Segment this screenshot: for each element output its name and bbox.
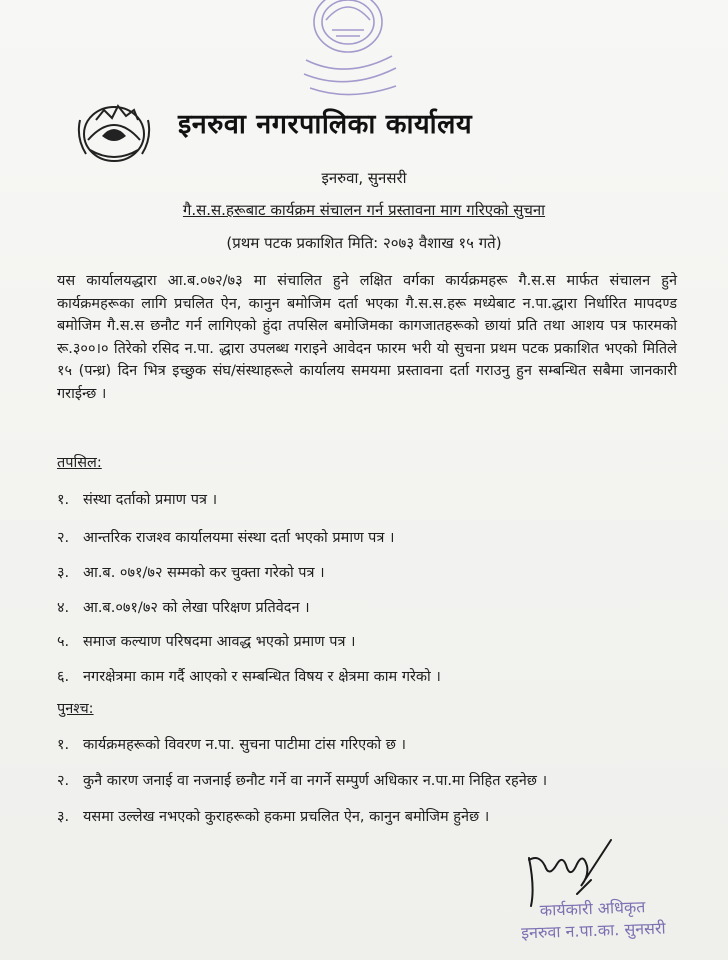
notice-body: यस कार्यालयद्धारा आ.ब.०७२/७३ मा संचालित हुने लक्षित वर्गका कार्यक्रमहरू गै.स.स मार्फत संचालन हुने कार्यक्रमहरूका लागि प्रचलित ऐन, कानुन बमोजिम दर्ता भएका गै.स.स.हरू मध्येबाट न.पा.द्धारा निर्धारित मापदण्ड बमोजिम गै.स.स छनौट गर्न लागिएको हुंदा तपसिल बमोजिमका कागजातहरूको छायां प्रति तथा आशय पत्र फारमको रू.३००।० तिरेको रसिद न.पा. द्धारा उपलब्ध गराइने आवेदन फारम भरी यो सुचना प्रथम पटक प्रकाशित भएको मितिले १५ (पन्ध्र) दिन भित्र इच्छुक संघ/संस्थाहरूले कार्यालय समयमा प्रस्तावना दर्ता गराउनु हुन सम्बन्धित सबैमा जानकारी गराईन्छ । (57, 273, 677, 402)
list-item (57, 666, 441, 686)
government-emblem-icon (74, 100, 154, 168)
item-number: ४. (57, 600, 70, 616)
office-name: इनरुवा नगरपालिका कार्यालय (178, 109, 473, 140)
list-item (57, 562, 325, 582)
item-number: २. (57, 530, 70, 546)
item-text: आ.ब. ०७१/७२ सम्मको कर चुक्ता गरेको पत्र । (83, 565, 325, 581)
item-number: २. (57, 773, 70, 789)
item-text: कार्यक्रमहरूको विवरण न.पा. सुचना पाटीमा टांस गरिएको छ । (83, 737, 406, 753)
item-text: यसमा उल्लेख नभएको कुराहरूको हकमा प्रचलित ऐन, कानुन बमोजिम हुनेछ । (83, 809, 490, 825)
list-item (57, 597, 310, 617)
publication-date: (प्रथम पटक प्रकाशित मिति: २०७३ वैशाख १५ गते) (226, 234, 502, 252)
item-number: ३. (57, 565, 70, 581)
punashcha-heading: पुनश्च: (57, 701, 94, 717)
item-text: कुनै कारण जनाई वा नजनाई छनौट गर्ने वा नगर्ने सम्पुर्ण अधिकार न.पा.मा निहित रहनेछ । (83, 773, 548, 789)
office-seal-icon (286, 0, 410, 106)
office-address: इनरुवा, सुनसरी (321, 169, 407, 187)
item-number: ५. (57, 634, 70, 650)
item-text: संस्था दर्ताको प्रमाण पत्र । (83, 492, 218, 508)
item-number: ६. (57, 669, 70, 685)
officer-stamp (497, 895, 688, 946)
list-item (57, 631, 356, 651)
stamp-office: इनरुवा न.पा.का. सुनसरी (520, 918, 666, 943)
item-number: ३. (57, 809, 70, 825)
list-item (57, 806, 489, 826)
list-item (57, 489, 217, 509)
item-number: १. (57, 737, 70, 753)
tapasil-heading: तपसिल: (57, 455, 102, 471)
item-text: आ.ब.०७१/७२ को लेखा परिक्षण प्रतिवेदन । (83, 600, 310, 616)
list-item (57, 734, 406, 754)
item-number: १. (57, 492, 70, 508)
item-text: नगरक्षेत्रमा काम गर्दै आएको र सम्बन्धित विषय र क्षेत्रमा काम गरेको । (83, 669, 441, 685)
item-text: आन्तरिक राजश्व कार्यालयमा संस्था दर्ता भएको प्रमाण पत्र । (83, 530, 395, 546)
notice-title: गै.स.स.हरूबाट कार्यक्रम संचालन गर्न प्रस्तावना माग गरिएको सुचना (182, 201, 546, 219)
list-item (57, 770, 547, 790)
stamp-title: कार्यकारी अधिकृत (539, 897, 646, 920)
list-item (57, 527, 395, 547)
item-text: समाज कल्याण परिषदमा आवद्ध भएको प्रमाण पत्र । (83, 634, 356, 650)
